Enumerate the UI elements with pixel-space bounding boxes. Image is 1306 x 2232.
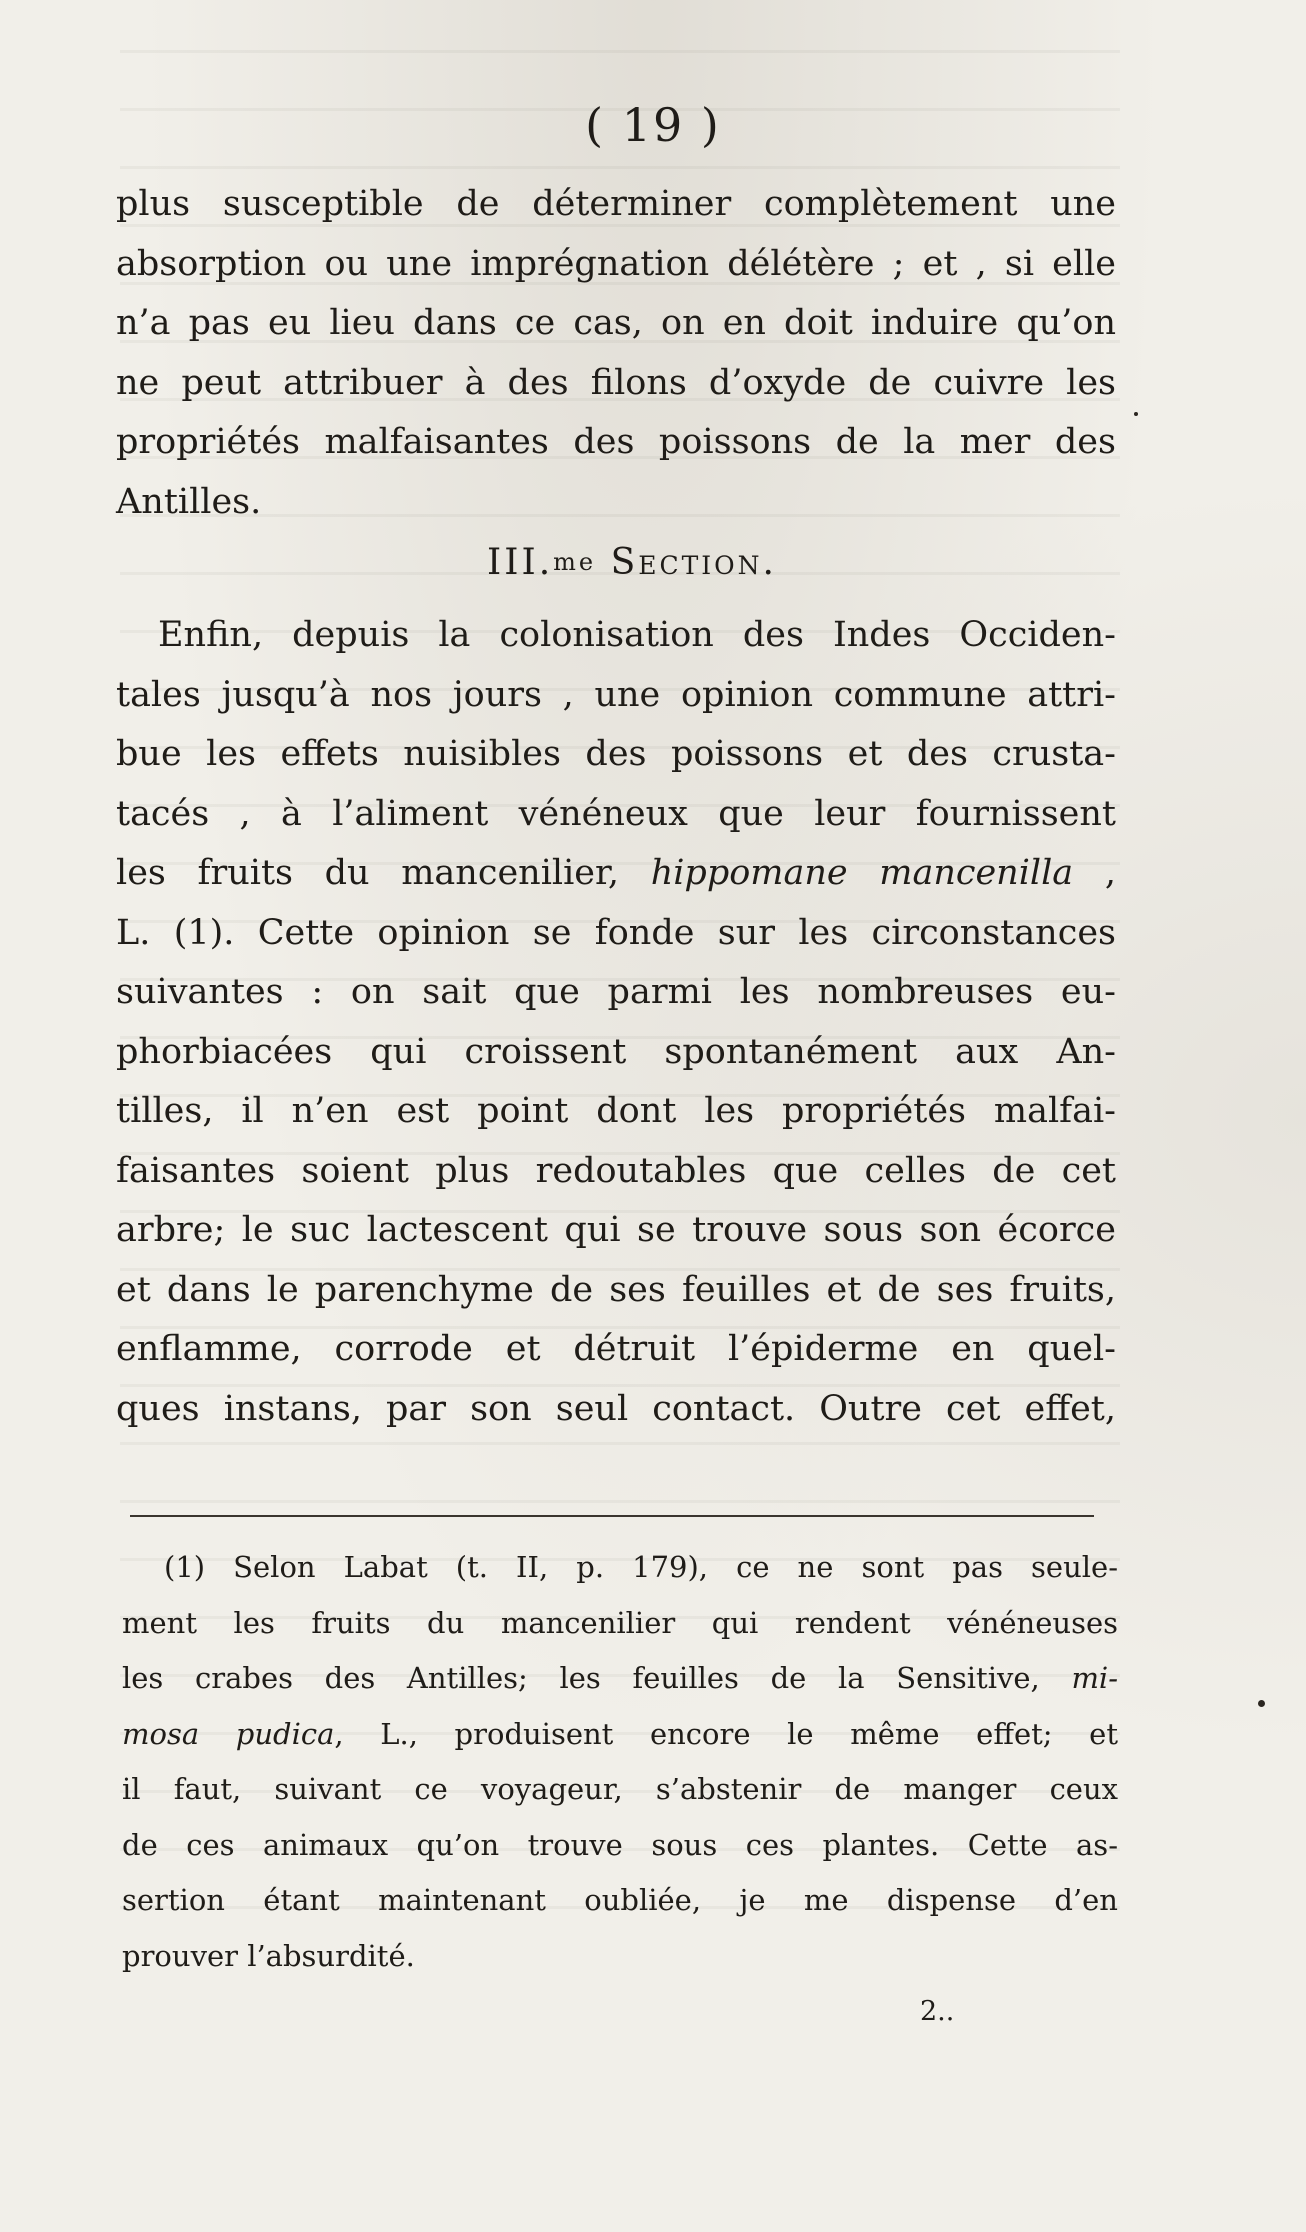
paragraph-line: tilles, il n’en est point dont les propriétés malfai- [116, 1091, 1116, 1131]
text-line: ne peut attribuer à des filons d’oxyde de cuivre les [116, 362, 1116, 403]
paragraph-line: faisantes soient plus redoutables que celles de cet [116, 1150, 1116, 1191]
footnote-text: , L., produisent encore le même effet; et [334, 1716, 1118, 1751]
paragraph-line [116, 844, 1116, 904]
footnote-line: de ces animaux qu’on trouve sous ces plantes. Cette as- [122, 1827, 1118, 1862]
footnote-rule [130, 1515, 1094, 1517]
paragraph-line: Enfin, depuis la colonisation des Indes Occiden- [158, 615, 1116, 655]
text-line: n’a pas eu lieu dans ce cas, on en doit induire qu’on [116, 303, 1116, 343]
footnote-text: les crabes des Antilles; les feuilles de la Sensitive, [122, 1661, 1040, 1695]
footnote-line: (1) Selon Labat (t. II, p. 179), ce ne sont pas seule- [164, 1550, 1118, 1584]
footnote-line [122, 1707, 1118, 1763]
signature-mark: 2.. [920, 1996, 955, 2027]
paragraph-line: tales jusqu’à nos jours , une opinion commune attri- [116, 674, 1116, 715]
main-text [116, 175, 1116, 1439]
species-name: hippomane mancenilla [650, 853, 1074, 893]
ink-speck [1134, 412, 1138, 416]
ink-speck [1258, 1700, 1265, 1707]
paragraph-line: arbre; le suc lactescent qui se trouve sous son écorce [116, 1210, 1116, 1250]
text-line: plus susceptible de déterminer complètement une [116, 184, 1116, 224]
paragraph-line: L. (1). Cette opinion se fonde sur les circonstances [116, 912, 1116, 953]
text-line: Antilles. [116, 481, 262, 522]
text-line: propriétés malfaisantes des poissons de la mer des [116, 422, 1116, 462]
species-name: mi- [1071, 1661, 1119, 1695]
paragraph-line: suivantes : on sait que parmi les nombreuses eu- [116, 972, 1116, 1012]
species-name: mosa pudica [122, 1716, 335, 1751]
footnote [122, 1540, 1118, 1984]
footnote-line: sertion étant maintenant oubliée, je me dispense d’en [122, 1883, 1118, 1917]
paragraph-line: bue les effets nuisibles des poissons et des crusta- [116, 734, 1116, 774]
footnote-line: ment les fruits du mancenilier qui rendent vénéneuses [122, 1605, 1118, 1640]
page-number: ( 19 ) [585, 98, 721, 152]
section-superscript: me [553, 548, 597, 576]
paragraph-line: tacés , à l’aliment vénéneux que leur fournissent [116, 793, 1116, 834]
paragraph-line: ques instans, par son seul contact. Outre cet effet, [116, 1388, 1116, 1429]
footnote-line [122, 1651, 1118, 1707]
paragraph-line: phorbiacées qui croissent spontanément aux An- [116, 1031, 1116, 1072]
section-word: Section. [610, 542, 777, 583]
paragraph-text: les fruits du mancenilier, [116, 853, 620, 893]
section-heading [116, 532, 1116, 606]
paragraph-line: enflamme, corrode et détruit l’épiderme en quel- [116, 1329, 1116, 1369]
footnote-line: prouver l’absurdité. [122, 1938, 415, 1973]
footnote-line: il faut, suivant ce voyageur, s’abstenir de manger ceux [122, 1772, 1118, 1806]
text-line: absorption ou une imprégnation délétère ; et , si elle [116, 243, 1116, 284]
paragraph-text: , [1104, 853, 1116, 893]
paragraph-line: et dans le parenchyme de ses feuilles et de ses fruits, [116, 1269, 1116, 1310]
section-numeral: III. [487, 542, 554, 583]
